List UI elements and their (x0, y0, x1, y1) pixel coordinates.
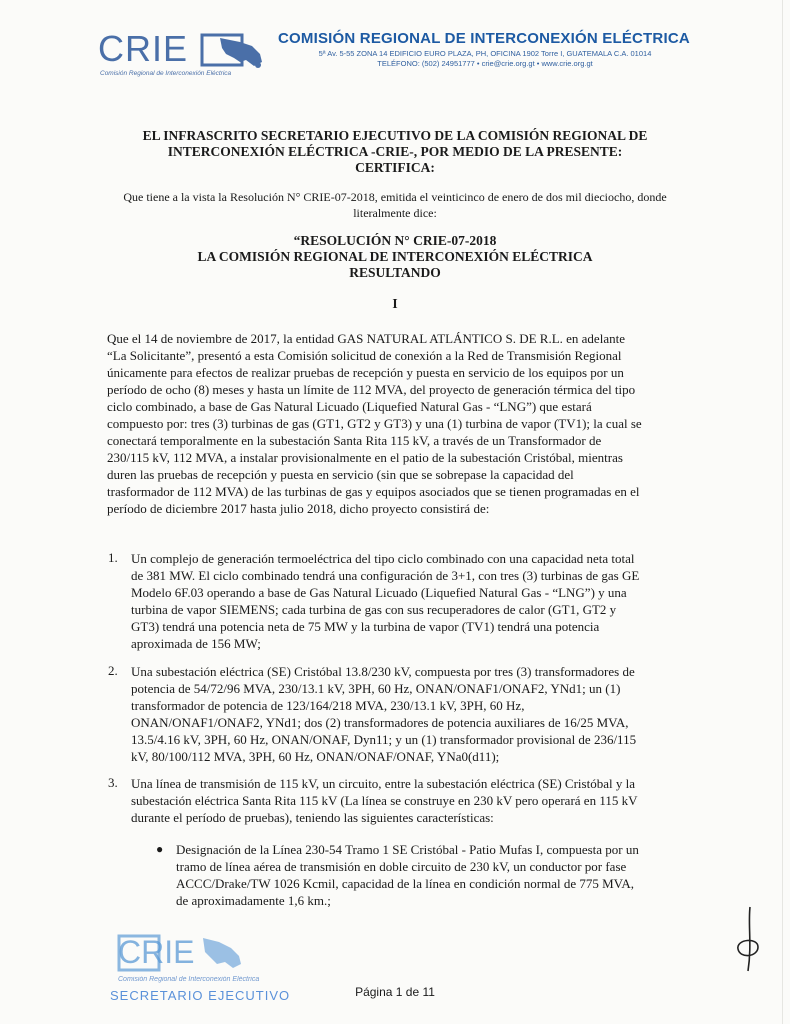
paragraph-line: Que el 14 de noviembre de 2017, la entidad GAS NATURAL ATLÁNTICO S. DE R.L. en adelante (107, 331, 625, 346)
list-line: transformador de potencia de 123/164/218 MVA, 230/13.1 kV, 3PH, 60 Hz, (131, 698, 525, 713)
address-line: 5ª Av. 5-55 ZONA 14 EDIFICIO EURO PLAZA, PH, OFICINA 1902 Torre I, GUATEMALA C.A. 01014 (318, 49, 652, 58)
resolution-title-1: “RESOLUCIÓN N° CRIE-07-2018 (293, 233, 497, 248)
crie-map-logo-icon (200, 32, 268, 72)
list-line: kV, 80/100/112 MVA, 3PH, 60 Hz, ONAN/ONAF/ONAF, YNa0(d11); (131, 749, 500, 764)
certification-line-2: INTERCONEXIÓN ELÉCTRICA -CRIE-, POR MEDIO DE LA PRESENTE: (167, 144, 623, 159)
intro-line-2: literalmente dice: (353, 206, 437, 220)
paragraph-line: “La Solicitante”, presentó a esta Comisión solicitud de conexión a la Red de Transmisión Regional (107, 348, 622, 363)
bullet-item (176, 841, 681, 909)
paragraph-line: período de ocho (8) meses y hasta un límite de 112 MVA, del proyecto de generación térmica del tipo (107, 382, 636, 397)
stamp-role: SECRETARIO EJECUTIVO (110, 988, 291, 1003)
certification-line-3: CERTIFICA: (355, 160, 435, 175)
list-line: de 381 MW. El ciclo combinado tendrá una configuración de 3+1, con tres (3) turbinas de gas GE (131, 568, 640, 583)
bullet-line: tramo de línea aérea de transmisión en doble circuito de 230 kV, un conductor por fase (176, 859, 627, 874)
list-number: 2. (108, 663, 118, 678)
paragraph-line: únicamente para efectos de realizar pruebas de recepción y puesta en servicio de los equipos por un (107, 365, 624, 380)
organization-name: COMISIÓN REGIONAL DE INTERCONEXIÓN ELÉCTRICA (278, 30, 690, 47)
initial-signature-icon (728, 905, 768, 975)
paragraph-line: trasformador de 112 MVA) de las turbinas de gas y equipos asociados que se tienen programadas en el (107, 484, 640, 499)
certification-line-1: EL INFRASCRITO SECRETARIO EJECUTIVO DE LA COMISIÓN REGIONAL DE (142, 128, 648, 143)
crie-logo-subtitle: Comisión Regional de Interconexión Eléctrica (100, 70, 232, 77)
paragraph-line: 230/115 kV, 112 MVA, a instalar provisionalmente en el patio de la subestación Cristóbal, mientras (107, 450, 623, 465)
list-line: aproximada de 156 MW; (131, 636, 261, 651)
paragraph-line: ciclo combinado, a base de Gas Natural Licuado (Liquefied Natural Gas - “LNG”) que estará (107, 399, 592, 414)
list-line: potencia de 54/72/96 MVA, 230/13.1 kV, 3PH, 60 Hz, ONAN/ONAF1/ONAF2, YNd1; un (1) (131, 681, 621, 696)
paragraph-line: duren las pruebas de recepción y puesta en servicio (sin que se sobrepase la capacidad del (107, 467, 574, 482)
stamp-subtitle: Comisión Regional de Interconexión Eléctrica (118, 976, 260, 983)
bullet-dot-icon: ● (156, 842, 164, 856)
list-item-3 (131, 775, 681, 826)
paragraph-line: conectará temporalmente en la subestación Santa Rita 115 kV, a través de un Transformador de (107, 433, 602, 448)
list-number: 3. (108, 775, 118, 790)
section-number: I (392, 296, 398, 311)
list-line: 13.5/4.16 kV, 3PH, 60 Hz, ONAN/ONAF, Dyn11; y un (1) transformador provisional de 236/115 (131, 732, 637, 747)
page-number: Página 1 de 11 (355, 985, 435, 999)
list-line: Una línea de transmisión de 115 kV, un circuito, entre la subestación eléctrica (SE) Cristóbal y la (131, 776, 635, 791)
list-number: 1. (108, 550, 118, 565)
list-line: Modelo 6F.03 operando a base de Gas Natural Licuado (Liquefied Natural Gas - “LNG”) y una (131, 585, 627, 600)
stamp-logo-text: CRIE (118, 934, 195, 970)
resolution-title-2: LA COMISIÓN REGIONAL DE INTERCONEXIÓN ELÉCTRICA (197, 249, 593, 264)
intro-line-1: Que tiene a la vista la Resolución N° CRIE-07-2018, emitida el veinticinco de enero de dos mil dieciocho, donde (123, 190, 667, 204)
crie-logo-text: CRIE (98, 28, 189, 69)
list-line: durante el período de pruebas), teniendo las siguientes características: (131, 810, 494, 825)
contact-line: TELÉFONO: (502) 24951777 • crie@crie.org.gt • www.crie.org.gt (377, 59, 593, 68)
resolution-title-3: RESULTANDO (349, 265, 441, 280)
list-line: turbina de vapor SIEMENS; cada turbina de gas con sus recuperadores de calor (GT1, GT2 y (131, 602, 617, 617)
page-edge-shadow (782, 0, 783, 1024)
paragraph-line: compuesto por: tres (3) turbinas de gas (GT1, GT2 y GT3) y una (1) turbina de vapor (TV1); la cual se (107, 416, 642, 431)
bullet-line: de aproximadamente 1,6 km.; (176, 893, 331, 908)
list-line: Un complejo de generación termoeléctrica del tipo ciclo combinado con una capacidad neta total (131, 551, 635, 566)
bullet-line: ACCC/Drake/TW 1026 Kcmil, capacidad de la línea en condición normal de 775 MVA, (176, 876, 635, 891)
paragraph-resultando-1 (107, 330, 681, 517)
header-address-block (285, 49, 685, 69)
bullet-line: Designación de la Línea 230-54 Tramo 1 SE Cristóbal - Patio Mufas I, compuesta por un (176, 842, 639, 857)
list-item-1 (131, 550, 681, 652)
list-line: GT3) tendrá una potencia neta de 75 MW y la turbina de vapor (TV1) tendrá una potencia (131, 619, 600, 634)
list-line: Una subestación eléctrica (SE) Cristóbal 13.8/230 kV, compuesta por tres (3) transformadores de (131, 664, 635, 679)
list-line: subestación eléctrica Santa Rita 115 kV (La línea se construye en 230 kV pero operará en 115 kV (131, 793, 638, 808)
list-item-2 (131, 663, 681, 765)
list-line: ONAN/ONAF1/ONAF2, YNd1; dos (2) transformadores de potencia auxiliares de 16/25 MVA, (131, 715, 629, 730)
paragraph-line: período de diciembre 2017 hasta julio 2018, dicho proyecto consistirá de: (107, 501, 490, 516)
